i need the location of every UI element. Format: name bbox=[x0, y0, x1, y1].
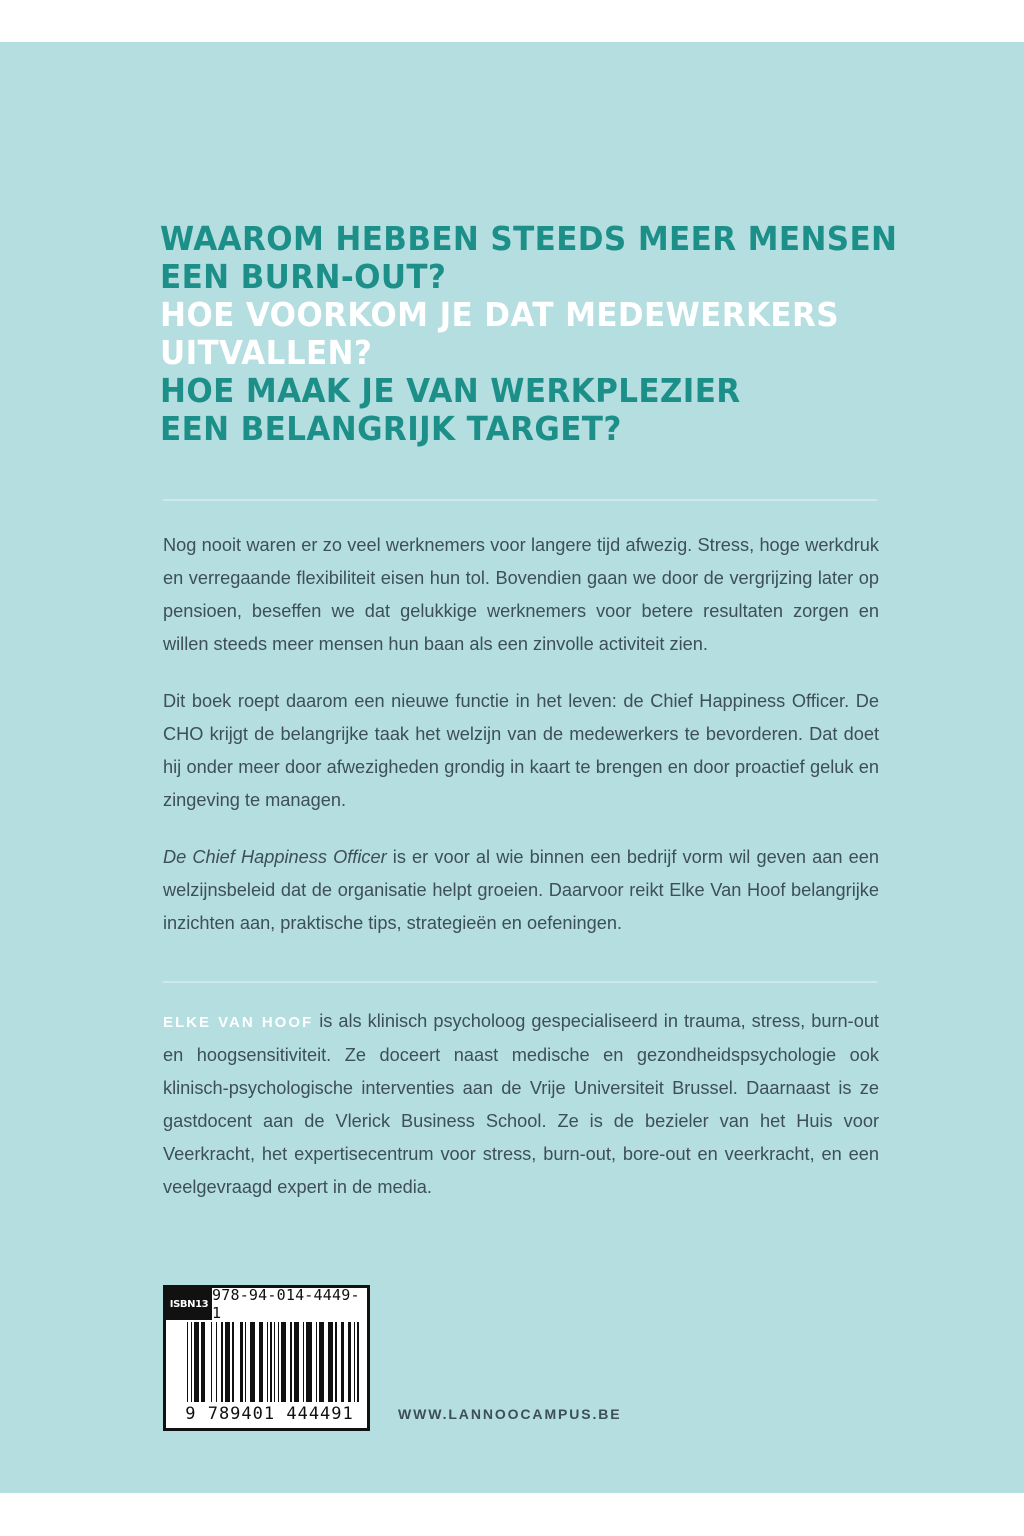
author-bio bbox=[163, 1005, 879, 1204]
isbn13-badge: ISBN13 bbox=[166, 1288, 212, 1320]
author-bio-paragraph bbox=[163, 1005, 879, 1204]
barcode-digits: 9 789401 444491 bbox=[185, 1404, 354, 1424]
blurb-paragraph-2: Dit boek roept daarom een nieuwe functie in het leven: de Chief Happiness Officer. De CHO krijgt de belangrijke taak het welzijn van de medewerkers te bevorderen. Dat doet hij onder meer door afwezigheden grondig in kaart te brengen en door proactief geluk en zingeving te managen. bbox=[163, 691, 879, 810]
headline-block bbox=[160, 220, 920, 448]
divider-top bbox=[163, 499, 877, 501]
barcode-bars bbox=[187, 1322, 359, 1402]
blurb-paragraph-3 bbox=[163, 841, 879, 940]
blurb-paragraph-1: Nog nooit waren er zo veel werknemers voor langere tijd afwezig. Stress, hoge werkdruk en verregaande flexibiliteit eisen hun tol. Bovendien gaan we door de vergrijzing later op pensioen, beseffen we dat gelukkige werknemers voor betere resultaten zorgen en willen steeds meer mensen hun baan als een zinvolle activiteit zien. bbox=[163, 535, 879, 654]
divider-bottom bbox=[163, 981, 877, 983]
headline-line-5: HOE MAAK JE VAN WERKPLEZIER bbox=[160, 371, 741, 410]
book-back-cover bbox=[0, 42, 1024, 1493]
blurb-paragraph-3-rest: is er voor al wie binnen een bedrijf vorm wil geven aan een welzijnsbeleid dat de organisatie helpt groeien. Daarvoor reikt Elke Van Hoof belangrijke inzichten aan, praktische tips, strategieën en oefeningen. bbox=[163, 847, 879, 933]
headline-line-1: WAAROM HEBBEN STEEDS MEER MENSEN bbox=[160, 219, 898, 258]
headline-line-3: HOE VOORKOM JE DAT MEDEWERKERS bbox=[160, 295, 839, 334]
isbn-barcode bbox=[163, 1285, 370, 1431]
author-name: ELKE VAN HOOF bbox=[163, 1014, 314, 1031]
headline-line-4: UITVALLEN? bbox=[160, 333, 373, 372]
blurb-text bbox=[163, 529, 879, 940]
author-bio-text: is als klinisch psycholoog gespecialiseerd in trauma, stress, burn-out en hoogsensitiviteit. Ze doceert naast medische en gezondheidspsychologie ook klinisch-psychologische interventies aan de Vrije Universiteit Brussel. Daarnaast is ze gastdocent aan de Vlerick Business School. Ze is de bezieler van het Huis voor Veerkracht, het expertisecentrum voor stress, burn-out, bore-out en veerkracht, en een veelgevraagd expert in de media. bbox=[163, 1011, 879, 1197]
isbn-header-row bbox=[166, 1288, 367, 1320]
isbn-number: 978-94-014-4449-1 bbox=[212, 1288, 367, 1320]
headline-line-6: EEN BELANGRIJK TARGET? bbox=[160, 409, 622, 448]
headline-line-2: EEN BURN-OUT? bbox=[160, 257, 447, 296]
publisher-website: WWW.LANNOOCAMPUS.BE bbox=[398, 1406, 622, 1422]
book-title-italic: De Chief Happiness Officer bbox=[163, 847, 387, 867]
